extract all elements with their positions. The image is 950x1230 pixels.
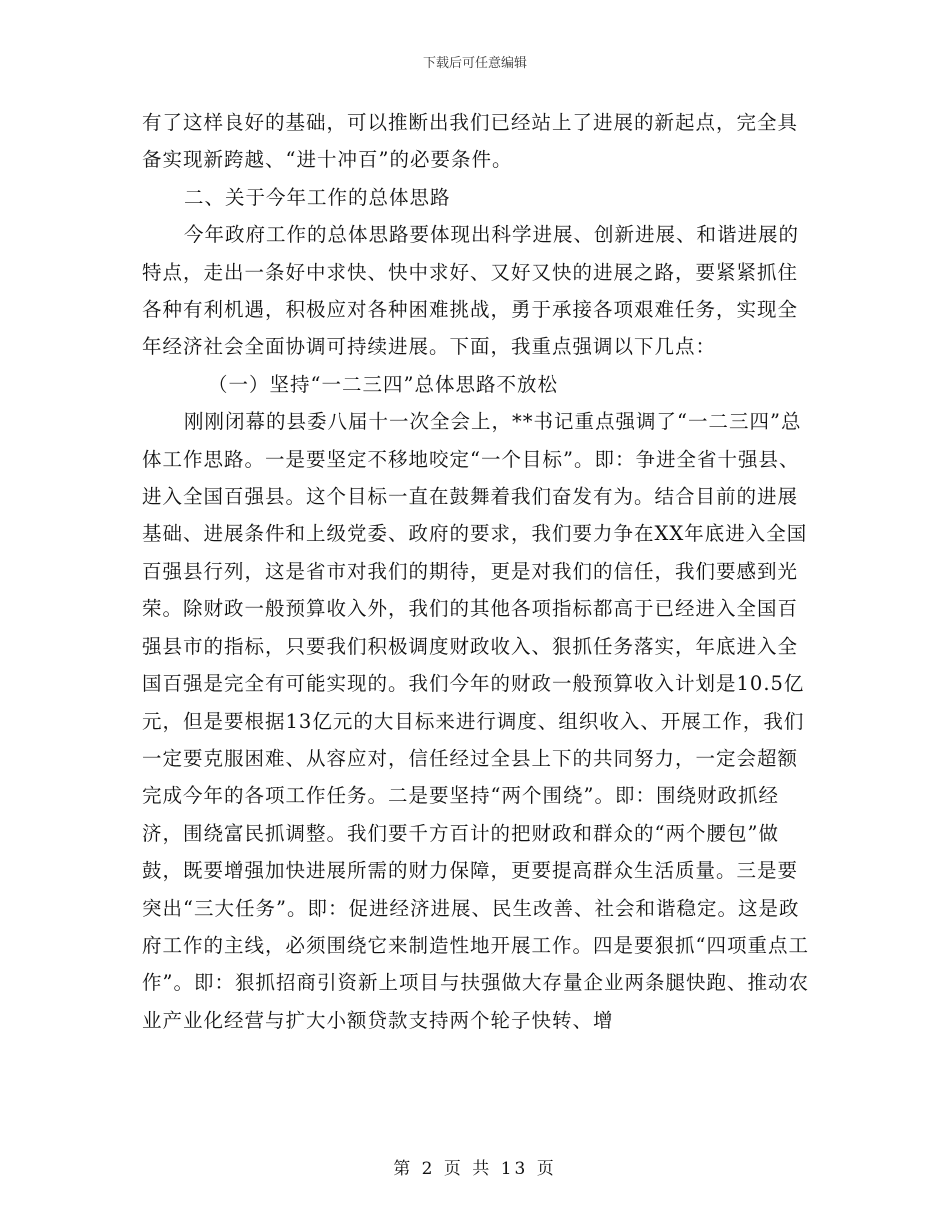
subsection-heading-1: （一）坚持“一二三四”总体思路不放松: [208, 372, 558, 396]
page-footer: 第 2 页 共 13 页: [393, 1159, 557, 1179]
paragraph-3: 刚刚闭幕的县委八届十一次全会上，**书记重点强调了“一二三四”总体工作思路。一是要坚定不移地咬定“一个目标”。即：争进全省十强县、进入全国百强县。这个目标一直在鼓舞着我们奋发有为。结合目前的进展基础、进展条件和上级党委、政府的要求，我们要力争在XX年底进入全国百强县行列，这是省市对我们的期待，更是对我们的信任，我们要感到光荣。除财政一般预算收入外，我们的其他各项指标都高于已经进入全国百强县市的指标，只要我们积极调度财政收入、狠抓任务落实，年底进入全国百强是完全有可能实现的。我们今年的财政一般预算收入计划是10.5亿元，但是要根据13亿元的大目标来进行调度、组织收入、开展工作，我们一定要克服困难、从容应对，信任经过全县上下的共同努力，一定会超额完成今年的各项工作任务。二是要坚持“两个围绕”。即：围绕财政抓经济，围绕富民抓调整。我们要千方百计的把财政和群众的“两个腰包”做鼓，既要增强加快进展所需的财力保障，更要提高群众生活质量。三是要突出“三大任务”。即：促进经济进展、民生改善、社会和谐稳定。这是政府工作的主线，必须围绕它来制造性地开展工作。四是要狠抓“四项重点工作”。即：狠抓招商引资新上项目与扶强做大存量企业两条腿快跑、推动农业产业化经营与扩大小额贷款支持两个轮子快转、增: [142, 410, 809, 1032]
paragraph-2: 今年政府工作的总体思路要体现出科学进展、创新进展、和谐进展的特点，走出一条好中求快、快中求好、又好又快的进展之路，要紧紧抓住各种有利机遇，积极应对各种困难挑战，勇于承接各项艰难任务，实现全年经济社会全面协调可持续进展。下面，我重点强调以下几点：: [142, 223, 800, 359]
section-heading-2: 二、关于今年工作的总体思路: [184, 185, 451, 209]
page-header: 下载后可任意编辑: [422, 56, 527, 71]
document-body: [142, 104, 810, 1039]
paragraph-1: 有了这样良好的基础，可以推断出我们已经站上了进展的新起点，完全具备实现新跨越、“进十冲百”的必要条件。: [142, 111, 799, 172]
